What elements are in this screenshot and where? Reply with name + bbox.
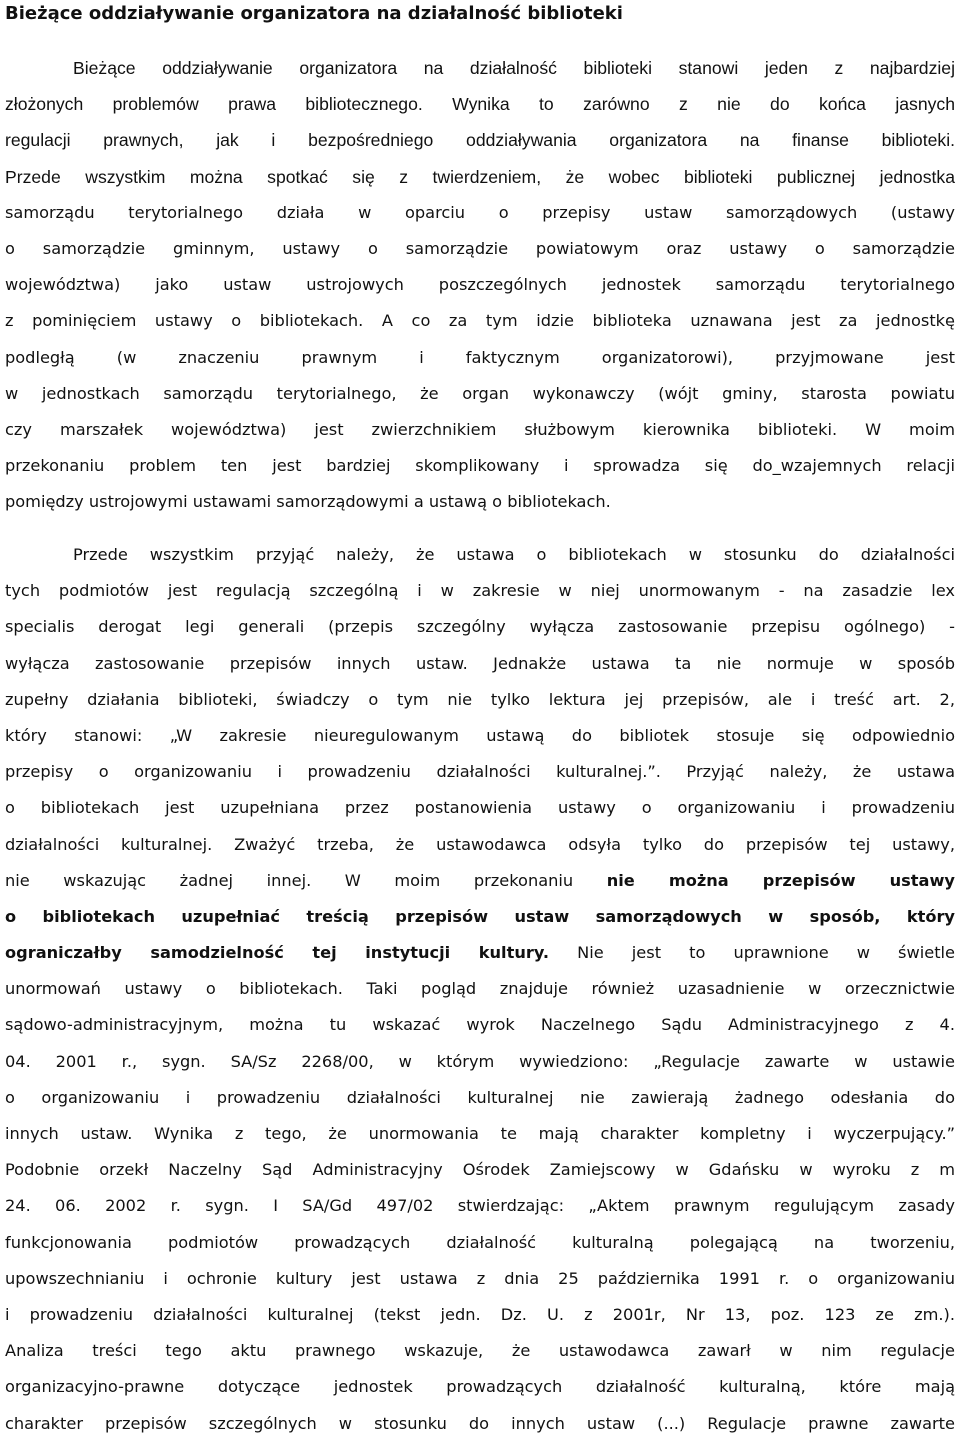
text-line: 24. 06. 2002 r. sygn. I SA/Gd 497/02 stwierdzając: „Aktem prawnym regulującym zasady — [5, 1196, 955, 1216]
text-line: innych ustaw. Wynika z tego, że unormowania te mają charakter kompletny i wyczerpujący.” — [5, 1124, 955, 1143]
text-line: regulacji prawnych, jak i bezpośredniego oddziaływania organizatora na finanse biblioteki. — [5, 130, 955, 151]
text-line-mixed — [5, 863, 955, 899]
text-line: województwa) jako ustaw ustrojowych poszczególnych jednostek samorządu terytorialnego — [5, 275, 955, 295]
text-line: Przede wszystkim przyjąć należy, że ustawa o bibliotekach w stosunku do działalności — [73, 545, 955, 564]
text-normal-part: nie wskazując żadnej innej. W moim przekonaniu — [5, 870, 574, 890]
page-title: Bieżące oddziaływanie organizatora na działalność biblioteki — [5, 3, 623, 24]
text-line: który stanowi: „W zakresie nieuregulowanym ustawą do bibliotek stosuje się odpowiednio — [5, 725, 955, 745]
text-line: upowszechnianiu i ochronie kultury jest ustawa z dnia 25 października 1991 r. o organizowaniu — [5, 1268, 955, 1288]
text-line: funkcjonowania podmiotów prowadzących działalność kulturalną polegającą na tworzeniu, — [5, 1232, 955, 1252]
text-line: w jednostkach samorządu terytorialnego, że organ wykonawczy (wójt gminy, starosta powiatu — [5, 383, 955, 403]
text-line: przekonaniu problem ten jest bardziej skomplikowany i sprowadza się do_wzajemnych relacji — [5, 456, 955, 476]
text-line: samorządu terytorialnego działa w oparciu o przepisy ustaw samorządowych (ustawy — [5, 202, 955, 222]
text-normal-part: Nie jest to uprawnione w świetle — [577, 943, 955, 963]
text-line: o samorządzie gminnym, ustawy o samorządzie powiatowym oraz ustawy o samorządzie — [5, 238, 955, 258]
text-line: pomiędzy ustrojowymi ustawami samorządowymi a ustawą o bibliotekach. — [5, 492, 611, 512]
text-line: organizacyjno-prawne dotyczące jednostek prowadzących działalność kulturalną, które mają — [5, 1377, 955, 1397]
text-line: 04. 2001 r., sygn. SA/Sz 2268/00, w którym wywiedziono: „Regulacje zawarte w ustawie — [5, 1051, 955, 1071]
text-line: specialis derogat legi generali (przepis szczególny wyłącza zastosowanie przepisu ogólnego) - — [5, 617, 955, 637]
paragraph-2 — [5, 537, 955, 1442]
text-line: i prowadzeniu działalności kulturalnej (tekst jedn. Dz. U. z 2001r, Nr 13, poz. 123 ze zm.). — [5, 1304, 955, 1324]
text-line: o bibliotekach jest uzupełniana przez postanowienia ustawy o organizowaniu i prowadzeniu — [5, 798, 955, 818]
text-line: działalności kulturalnej. Zważyć trzeba, że ustawodawca odsyła tylko do przepisów tej ustawy, — [5, 834, 955, 854]
text-line: zupełny działania biblioteki, świadczy o tym nie tylko lektura jej przepisów, ale i treść art. 2, — [5, 689, 955, 709]
text-line: charakter przepisów szczególnych w stosunku do innych ustaw (...) Regulacje prawne zawarte — [5, 1413, 955, 1433]
text-line: czy marszałek województwa) jest zwierzchnikiem służbowym kierownika biblioteki. W moim — [5, 419, 955, 439]
text-bold-part: ograniczałby samodzielność tej instytucji kultury. — [5, 943, 550, 963]
text-line: wyłącza zastosowanie przepisów innych ustaw. Jednakże ustawa ta nie normuje w sposób — [5, 653, 955, 673]
text-line: tych podmiotów jest regulacją szczególną i w zakresie w niej unormowanym - na zasadzie lex — [5, 581, 955, 601]
text-line: sądowo-administracyjnym, można tu wskazać wyrok Naczelnego Sądu Administracyjnego z 4. — [5, 1015, 955, 1035]
text-line: Podobnie orzekł Naczelny Sąd Administracyjny Ośrodek Zamiejscowy w Gdańsku w wyroku z m — [5, 1160, 955, 1180]
text-line: Bieżące oddziaływanie organizatora na działalność biblioteki stanowi jeden z najbardziej — [73, 58, 955, 78]
text-line: unormowań ustawy o bibliotekach. Taki pogląd znajduje również uzasadnienie w orzecznictwie — [5, 979, 955, 999]
text-line-mixed — [5, 935, 955, 971]
text-line: Analiza treści tego aktu prawnego wskazuje, że ustawodawca zawarł w nim regulacje — [5, 1341, 955, 1361]
text-bold-part: nie można przepisów ustawy — [606, 870, 955, 890]
text-line: złożonych problemów prawa bibliotecznego. Wynika to zarówno z nie do końca jasnych — [5, 94, 955, 115]
paragraph-1 — [5, 50, 955, 520]
text-line: o organizowaniu i prowadzeniu działalności kulturalnej nie zawierają żadnego odesłania do — [5, 1087, 955, 1107]
text-line: przepisy o organizowaniu i prowadzeniu działalności kulturalnej.”. Przyjąć należy, że ustawa — [5, 762, 955, 782]
text-line-bold: o bibliotekach uzupełniać treścią przepisów ustaw samorządowych w sposób, który — [5, 906, 955, 926]
text-line: z pominięciem ustawy o bibliotekach. A co za tym idzie biblioteka uznawana jest za jednostkę — [5, 311, 955, 331]
text-line: podległą (w znaczeniu prawnym i faktycznym organizatorowi), przyjmowane jest — [5, 347, 955, 367]
text-line: Przede wszystkim można spotkać się z twierdzeniem, że wobec biblioteki publicznej jednostka — [5, 166, 955, 187]
